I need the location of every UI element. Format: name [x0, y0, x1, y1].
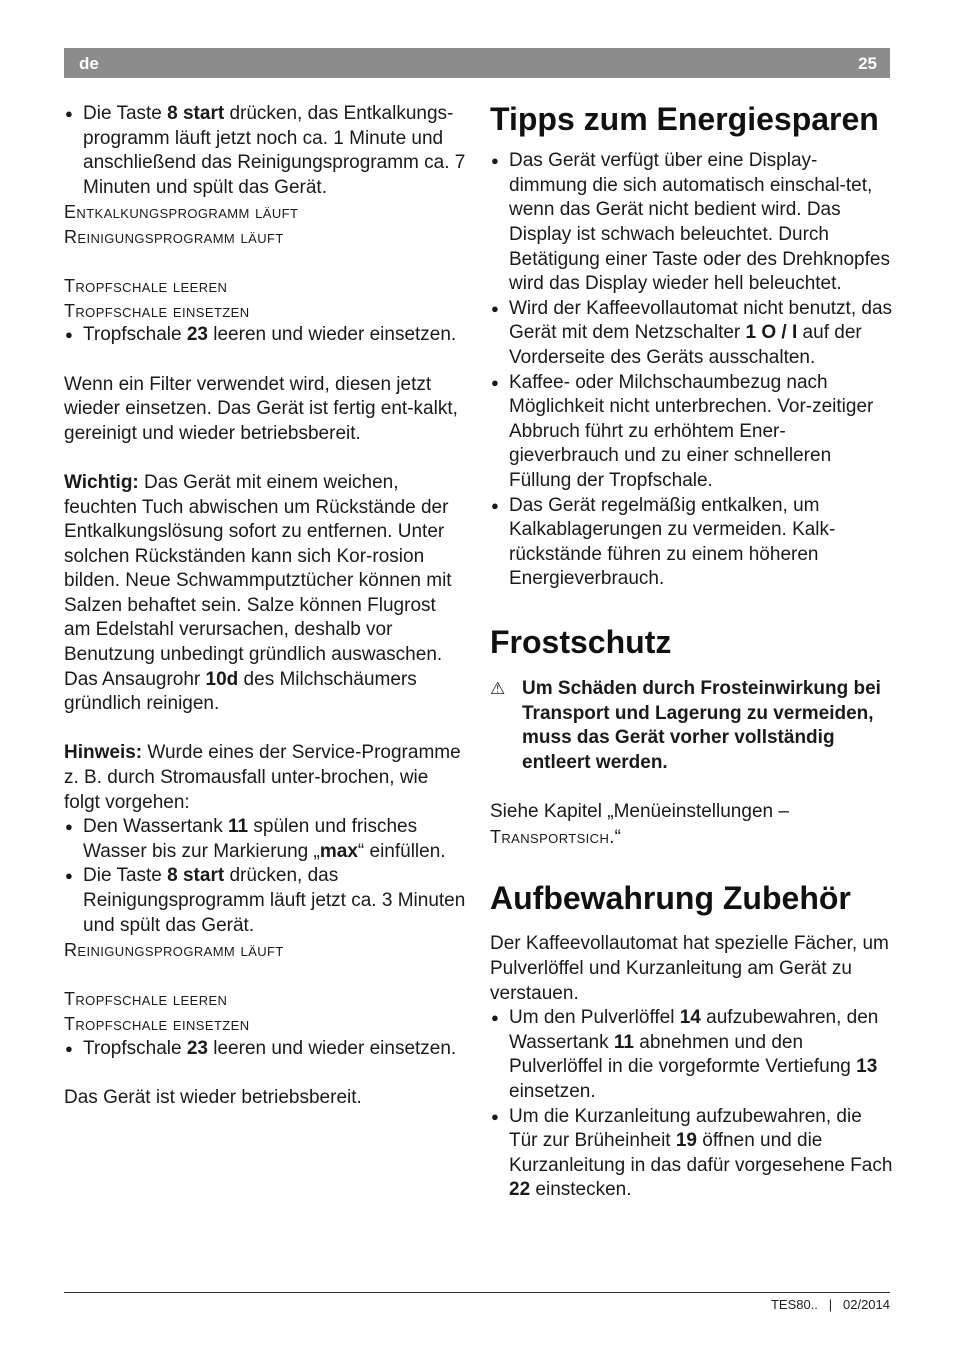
bullet-tip: ● Das Gerät regelmäßig entkalken, um Kalkablagerungen zu vermeiden. Kalk-rückstände führen zu einem höheren Energieverbrauch.: [490, 494, 894, 592]
section-heading-frost: Frostschutz: [490, 623, 672, 660]
bullet-step: ● Um die Kurzanleitung aufzubewahren, die Tür zur Brüheinheit 19 öffnen und die Kurzanleitung in das dafür vorgesehene Fach 22 einstecken.: [490, 1105, 894, 1203]
footer-separator: |: [828, 1297, 833, 1312]
bullet-step: ● Um den Pulverlöffel 14 aufzubewahren, den Wassertank 11 abnehmen und den Pulverlöffel in die vorgeformte Vertiefung 13 einsetzen.: [490, 1006, 894, 1104]
bullet-tip: ● Wird der Kaffeevollautomat nicht benutzt, das Gerät mit dem Netzschalter 1 O / I auf der Vorderseite des Geräts ausschalten.: [490, 297, 894, 371]
header-bar: [64, 48, 890, 78]
display-message: Entkalkungsprogramm läuft: [64, 202, 299, 223]
language-label: de: [79, 54, 99, 73]
footer-rule: [64, 1292, 890, 1293]
important-note: Wichtig: Das Gerät mit einem weichen, feuchten Tuch abwischen um Rückstände der Entkalkungslösung sofort zu entfernen. Unter solchen Rückständen kann sich Kor-rosion bilden. Neue Schwammputztücher können mit Salzen behaftet sein. Salze können Flugrost am Edelstahl verursachen, deshalb vor Benutzung unbedingt gründlich auswaschen.: [64, 471, 452, 666]
print-date: 02/2014: [843, 1297, 890, 1312]
model-number: TES80..: [770, 1297, 818, 1312]
paragraph: Das Gerät ist wieder betriebsbereit.: [64, 1086, 362, 1108]
hint-note: Hinweis: Wurde eines der Service-Programme z. B. durch Stromausfall unter-brochen, wie folgt vorgehen:: [64, 742, 461, 813]
warning-note: ⚠ Um Schäden durch Frosteinwirkung bei Transport und Lagerung zu vermeiden, muss das Gerät vorher vollständig entleert werden.: [490, 678, 881, 773]
warning-icon: ⚠: [490, 679, 506, 699]
display-message: Tropfschale leeren: [64, 989, 228, 1010]
footer: [771, 1297, 890, 1312]
display-message: Reinigungsprogramm läuft: [64, 226, 284, 247]
paragraph: Wenn ein Filter verwendet wird, diesen jetzt wieder einsetzen. Das Gerät ist fertig ent-kalkt, gereinigt und wieder betriebsbereit.: [64, 373, 458, 444]
display-message: Reinigungsprogramm läuft: [64, 940, 284, 961]
bullet-tip: ● Das Gerät verfügt über eine Display-dimmung die sich automatisch einschal-tet, wenn das Gerät nicht bedient wird. Das Display ist schwach beleuchtet. Durch Betätigung einer Taste oder des Drehknopfes wird das Display wieder hell beleuchtet.: [490, 149, 894, 297]
display-message: Tropfschale einsetzen: [64, 1013, 250, 1034]
left-column: [64, 102, 466, 1110]
section-heading-energy: Tipps zum Energiesparen: [490, 101, 879, 137]
section-heading-storage: Aufbewahrung Zubehör: [490, 880, 851, 917]
bullet-step: ● Tropfschale 23 leeren und wieder einsetzen.: [64, 323, 466, 348]
paragraph: Siehe Kapitel „Menüeinstellungen – Transportsich.“: [490, 801, 789, 848]
display-message: Tropfschale einsetzen: [64, 300, 250, 321]
bullet-step: ● Den Wassertank 11 spülen und frisches Wasser bis zur Markierung „max“ einfüllen.: [64, 815, 466, 864]
right-column: [490, 102, 894, 1203]
paragraph: Der Kaffeevollautomat hat spezielle Fächer, um Pulverlöffel und Kurzanleitung am Gerät zu verstauen.: [490, 933, 889, 1004]
bullet-step: ● Die Taste 8 start drücken, das Reinigungsprogramm läuft jetzt ca. 3 Minuten und spült das Gerät.: [64, 864, 466, 938]
page-number: 25: [858, 54, 877, 73]
display-message: Tropfschale leeren: [64, 276, 228, 297]
bullet-step: ● Tropfschale 23 leeren und wieder einsetzen.: [64, 1037, 466, 1062]
bullet-tip: ● Kaffee- oder Milchschaumbezug nach Möglichkeit nicht unterbrechen. Vor-zeitiger Abbruch führt zu erhöhtem Ener-gieverbrauch und zu einer schnelleren Füllung der Tropfschale.: [490, 371, 894, 494]
paragraph: Das Ansaugrohr 10d des Milchschäumers gründlich reinigen.: [64, 668, 417, 715]
bullet-step: ● Die Taste 8 start drücken, das Entkalkungs-programm läuft jetzt noch ca. 1 Minute und anschließend das Reinigungsprogramm ca. 7 Minuten und spült das Gerät.: [64, 102, 466, 200]
